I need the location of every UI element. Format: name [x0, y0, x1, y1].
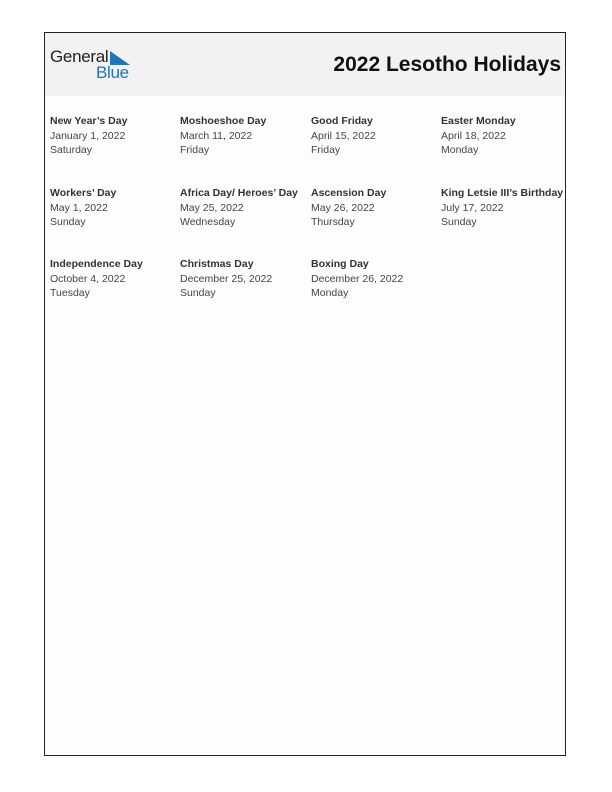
holiday-date: April 18, 2022	[441, 129, 506, 142]
logo-general-text: General	[50, 47, 109, 66]
holiday-entry	[311, 186, 439, 230]
page-title: 2022 Lesotho Holidays	[333, 53, 561, 76]
generalblue-logo	[50, 47, 140, 83]
holiday-weekday: Friday	[180, 144, 210, 156]
holiday-name: Easter Monday	[441, 115, 516, 127]
page-frame	[44, 32, 566, 756]
holiday-entry	[180, 257, 308, 301]
holiday-name: Christmas Day	[180, 258, 254, 270]
holiday-weekday: Wednesday	[180, 216, 236, 228]
holiday-date: May 1, 2022	[50, 201, 108, 214]
holiday-date: December 26, 2022	[311, 272, 404, 285]
header-band	[45, 33, 565, 96]
holiday-date: May 25, 2022	[180, 201, 244, 214]
holiday-entry	[180, 114, 308, 158]
holiday-entry	[50, 186, 178, 230]
holiday-date: March 11, 2022	[180, 129, 253, 142]
holiday-weekday: Friday	[311, 144, 341, 156]
holiday-date: January 1, 2022	[50, 129, 126, 142]
holiday-name: Ascension Day	[311, 187, 387, 199]
holiday-name: King Letsie III’s Birthday	[441, 187, 564, 199]
holiday-entry	[311, 114, 439, 158]
holiday-weekday: Monday	[311, 287, 349, 299]
holiday-entry	[311, 257, 439, 301]
holiday-name: Independence Day	[50, 258, 143, 270]
holiday-entry	[441, 186, 569, 230]
holiday-weekday: Sunday	[50, 216, 86, 228]
holiday-name: Good Friday	[311, 115, 373, 127]
holiday-date: July 17, 2022	[441, 201, 504, 214]
holiday-weekday: Thursday	[311, 216, 355, 228]
holiday-name: New Year’s Day	[50, 115, 128, 127]
logo-blue-text: Blue	[96, 63, 129, 82]
holiday-weekday: Tuesday	[50, 287, 90, 299]
holiday-name: Moshoeshoe Day	[180, 115, 267, 127]
holiday-date: April 15, 2022	[311, 129, 376, 142]
holiday-date: December 25, 2022	[180, 272, 273, 285]
holiday-name: Boxing Day	[311, 258, 369, 270]
holiday-entry	[180, 186, 308, 230]
holiday-weekday: Sunday	[441, 216, 477, 228]
holiday-date: October 4, 2022	[50, 272, 126, 285]
holiday-weekday: Sunday	[180, 287, 216, 299]
holiday-name: Workers’ Day	[50, 187, 117, 199]
holiday-entry	[50, 114, 178, 158]
holiday-date: May 26, 2022	[311, 201, 375, 214]
holiday-name: Africa Day/ Heroes’ Day	[180, 187, 298, 199]
holiday-entry	[441, 114, 569, 158]
holiday-entry	[50, 257, 178, 301]
holiday-weekday: Monday	[441, 144, 479, 156]
holiday-weekday: Saturday	[50, 144, 93, 156]
